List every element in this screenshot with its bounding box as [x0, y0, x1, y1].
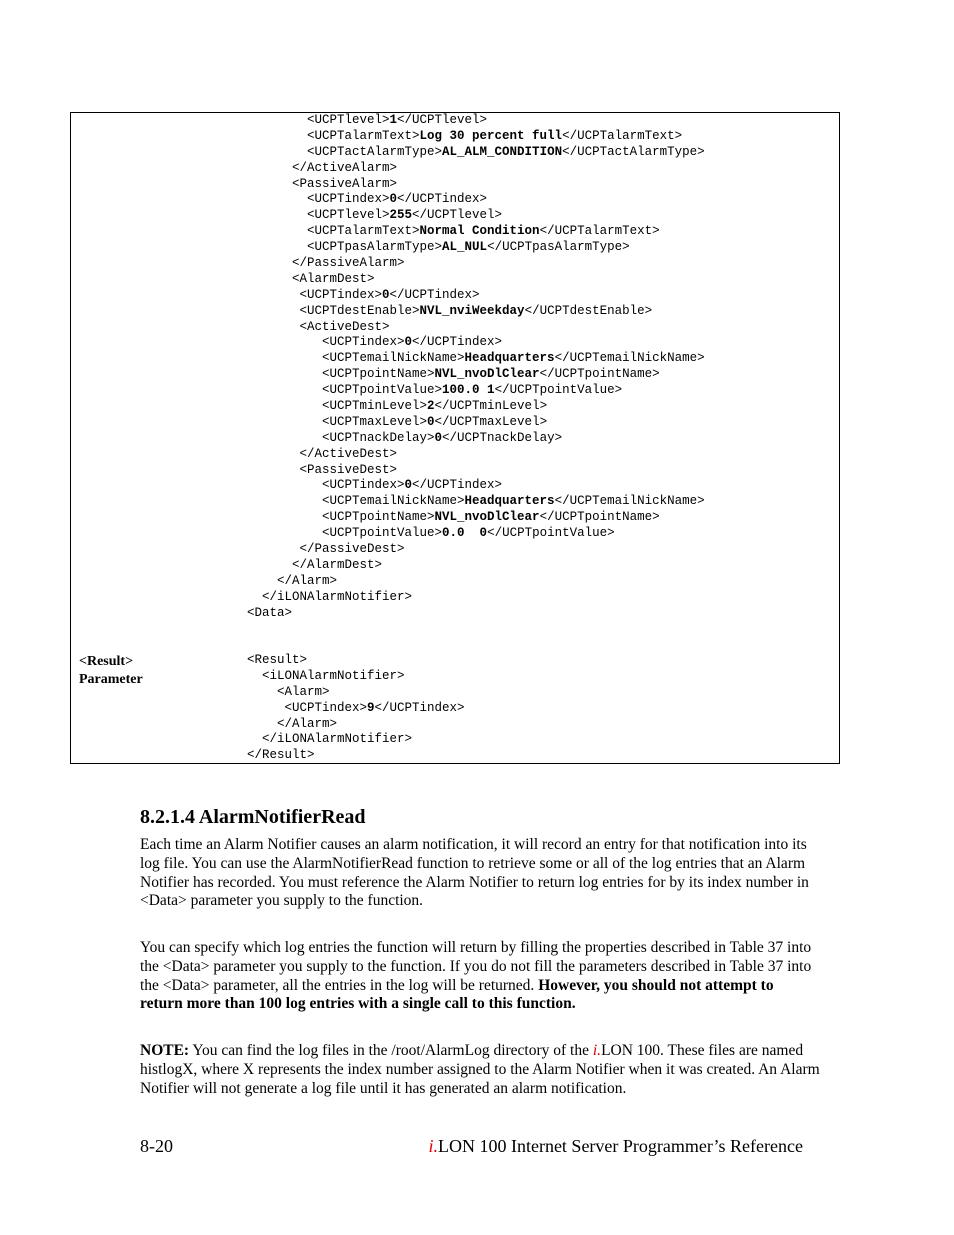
- data-code-line: [247, 574, 705, 590]
- data-code-line: [247, 208, 705, 224]
- result-code-line: [247, 748, 465, 764]
- result-label-line2: Parameter: [79, 672, 143, 687]
- code-tag-open: </PassiveDest>: [247, 542, 405, 557]
- code-tag-open: <UCPTemailNickName>: [247, 494, 465, 509]
- code-value: 0: [382, 287, 390, 302]
- code-tag-close: </UCPTalarmText>: [562, 128, 683, 143]
- code-tag-open: <UCPTpointValue>: [247, 383, 443, 398]
- code-tag-close: </UCPTalarmText>: [539, 224, 660, 239]
- data-code-line: [247, 129, 705, 145]
- data-code-block: [247, 113, 705, 622]
- code-tag-open: </AlarmDest>: [247, 557, 383, 572]
- code-value: 0: [404, 335, 413, 350]
- code-tag-close: </UCPTpointValue>: [494, 383, 623, 398]
- data-code-line: [247, 304, 705, 320]
- data-code-line: [247, 177, 705, 193]
- code-tag-close: </UCPTpointName>: [539, 510, 660, 525]
- data-code-line: [247, 542, 705, 558]
- result-parameter-label: [79, 653, 143, 689]
- data-code-line: [247, 320, 705, 336]
- code-tag-open: <UCPTdestEnable>: [247, 303, 420, 318]
- code-value: Normal Condition: [419, 224, 540, 239]
- code-value: 0.0 0: [442, 526, 488, 541]
- code-tag-close: </UCPTmaxLevel>: [434, 414, 548, 429]
- code-value: AL_NUL: [442, 240, 488, 255]
- result-code-line: [247, 701, 465, 717]
- result-code-line: [247, 669, 465, 685]
- code-tag-open: </PassiveAlarm>: [247, 256, 405, 271]
- code-tag-open: <UCPTlevel>: [247, 208, 390, 223]
- code-tag-open: <UCPTindex>: [247, 192, 390, 207]
- code-tag-open: </ActiveAlarm>: [247, 160, 398, 175]
- code-tag-open: <UCPTmaxLevel>: [247, 414, 428, 429]
- data-code-line: [247, 272, 705, 288]
- footer-page-number: 8-20: [140, 1136, 173, 1156]
- code-tag-open: <UCPTemailNickName>: [247, 351, 465, 366]
- code-tag-open: <UCPTindex>: [247, 700, 368, 715]
- code-tag-open: </iLONAlarmNotifier>: [247, 589, 413, 604]
- code-tag-open: <UCPTindex>: [247, 478, 405, 493]
- code-tag-open: </iLONAlarmNotifier>: [247, 732, 413, 747]
- code-value: 255: [389, 208, 413, 223]
- paragraph-2-text: You can specify which log entries the function will return by filling the properties described in Table 37 into the <Data> parameter you supply to the function. If you do not fill the parameters described in Table 37 into the <Data> parameter, all the entries in the log will be returned.: [140, 939, 812, 994]
- code-tag-close: </UCPTlevel>: [397, 113, 488, 127]
- note-text-before: You can find the log files in the /root/AlarmLog directory of the: [189, 1042, 593, 1059]
- data-code-line: [247, 590, 705, 606]
- data-code-line: [247, 288, 705, 304]
- code-tag-close: </UCPTpointValue>: [487, 526, 615, 541]
- code-tag-open: <Alarm>: [247, 684, 330, 699]
- code-tag-open: <PassiveDest>: [247, 462, 398, 477]
- code-tag-open: <UCPTlevel>: [247, 113, 390, 127]
- code-tag-close: </UCPTemailNickName>: [554, 351, 705, 366]
- code-tag-open: <UCPTalarmText>: [247, 128, 420, 143]
- data-code-line: [247, 478, 705, 494]
- paragraph-1: Each time an Alarm Notifier causes an alarm notification, it will record an entry for that notification into its log file. You can use the AlarmNotifierRead function to retrieve some or all of the log entries that an Alarm Notifier has recorded. You must reference the Alarm Notifier to return log entries for by its index number in <Data> parameter you supply to the function.: [140, 836, 809, 910]
- data-code-line: [247, 383, 705, 399]
- code-tag-close: </UCPTindex>: [412, 478, 503, 493]
- code-value: 0: [404, 478, 413, 493]
- code-tag-open: <UCPTminLevel>: [247, 399, 428, 414]
- result-code-line: [247, 732, 465, 748]
- code-tag-close: </UCPTpasAlarmType>: [487, 240, 630, 255]
- note-text-after: LON 100. These files are named histlogX, where X represents the index number assigned to the Alarm Notifier when it was created. An Alarm Notifier will not generate a log file until it has generated an alarm notification.: [140, 1042, 820, 1097]
- code-tag-open: <Result>: [247, 653, 308, 667]
- code-value: 1: [389, 113, 398, 127]
- data-code-line: [247, 367, 705, 383]
- code-table: [70, 112, 840, 764]
- data-code-line: [247, 463, 705, 479]
- code-value: Headquarters: [464, 351, 555, 366]
- code-tag-open: </Alarm>: [247, 716, 338, 731]
- data-code-line: [247, 351, 705, 367]
- code-value: Headquarters: [464, 494, 555, 509]
- data-code-line: [247, 415, 705, 431]
- code-tag-close: </UCPTindex>: [389, 287, 480, 302]
- code-value: 9: [367, 700, 375, 715]
- data-code-line: [247, 240, 705, 256]
- code-tag-open: <PassiveAlarm>: [247, 176, 398, 191]
- result-code-line: [247, 717, 465, 733]
- data-code-line: [247, 558, 705, 574]
- code-tag-open: </Result>: [247, 748, 315, 763]
- code-value: 0: [434, 430, 443, 445]
- code-tag-open: <ActiveDest>: [247, 319, 390, 334]
- code-value: 100.0 1: [442, 383, 495, 398]
- note-brand-i: i.: [592, 1042, 602, 1059]
- code-tag-open: <UCPTnackDelay>: [247, 430, 435, 445]
- code-tag-open: <UCPTalarmText>: [247, 224, 420, 239]
- data-code-line: [247, 431, 705, 447]
- data-code-line: [247, 494, 705, 510]
- result-code-block: [247, 653, 465, 764]
- code-tag-open: <UCPTindex>: [247, 335, 405, 350]
- footer-title: [428, 1136, 803, 1157]
- code-value: 0: [427, 414, 435, 429]
- code-tag-open: <UCPTactAlarmType>: [247, 144, 443, 159]
- code-tag-close: </UCPTindex>: [374, 700, 465, 715]
- note-label: NOTE:: [140, 1042, 190, 1059]
- code-tag-open: <AlarmDest>: [247, 271, 375, 286]
- code-value: 2: [427, 399, 435, 414]
- code-value: AL_ALM_CONDITION: [442, 144, 563, 159]
- code-tag-close: </UCPTindex>: [397, 192, 488, 207]
- code-value: 0: [389, 192, 398, 207]
- data-code-line: [247, 145, 705, 161]
- data-code-line: [247, 224, 705, 240]
- paragraph-2: [140, 939, 820, 1014]
- data-code-line: [247, 161, 705, 177]
- data-code-line: [247, 510, 705, 526]
- code-tag-open: <UCPTpasAlarmType>: [247, 240, 443, 255]
- result-label-line1: <Result>: [79, 654, 134, 669]
- code-tag-open: <iLONAlarmNotifier>: [247, 668, 405, 683]
- paragraph-2-warning: However, you should not attempt to return more than 100 log entries with a single call to this function.: [140, 976, 774, 1013]
- code-tag-open: </ActiveDest>: [247, 446, 398, 461]
- data-code-line: [247, 113, 705, 129]
- code-value: NVL_nviWeekday: [419, 303, 525, 318]
- data-code-line: [247, 256, 705, 272]
- result-code-line: [247, 685, 465, 701]
- data-code-line: [247, 335, 705, 351]
- code-tag-open: <UCPTpointName>: [247, 510, 435, 525]
- code-tag-open: <UCPTpointValue>: [247, 526, 443, 541]
- code-tag-close: </UCPTdestEnable>: [524, 303, 653, 318]
- code-tag-close: </UCPTindex>: [412, 335, 503, 350]
- code-tag-close: </UCPTactAlarmType>: [562, 144, 705, 159]
- footer-brand-i: i.: [428, 1136, 438, 1156]
- code-tag-close: </UCPTemailNickName>: [554, 494, 705, 509]
- code-tag-open: <Data>: [247, 605, 293, 620]
- data-code-line: [247, 399, 705, 415]
- code-value: Log 30 percent full: [419, 128, 563, 143]
- code-value: NVL_nvoDlClear: [434, 367, 540, 382]
- code-tag-close: </UCPTnackDelay>: [442, 430, 563, 445]
- result-code-line: [247, 653, 465, 669]
- footer-title-text: LON 100 Internet Server Programmer’s Reference: [437, 1136, 803, 1156]
- code-value: NVL_nvoDlClear: [434, 510, 540, 525]
- data-code-line: [247, 606, 705, 622]
- code-tag-close: </UCPTlevel>: [412, 208, 503, 223]
- code-tag-open: <UCPTindex>: [247, 287, 383, 302]
- code-tag-close: </UCPTminLevel>: [434, 399, 548, 414]
- data-code-line: [247, 526, 705, 542]
- code-tag-close: </UCPTpointName>: [539, 367, 660, 382]
- code-tag-open: </Alarm>: [247, 573, 338, 588]
- data-code-line: [247, 447, 705, 463]
- data-code-line: [247, 192, 705, 208]
- note-paragraph: [140, 1042, 820, 1098]
- section-heading: 8.2.1.4 AlarmNotifierRead: [140, 806, 366, 828]
- code-tag-open: <UCPTpointName>: [247, 367, 435, 382]
